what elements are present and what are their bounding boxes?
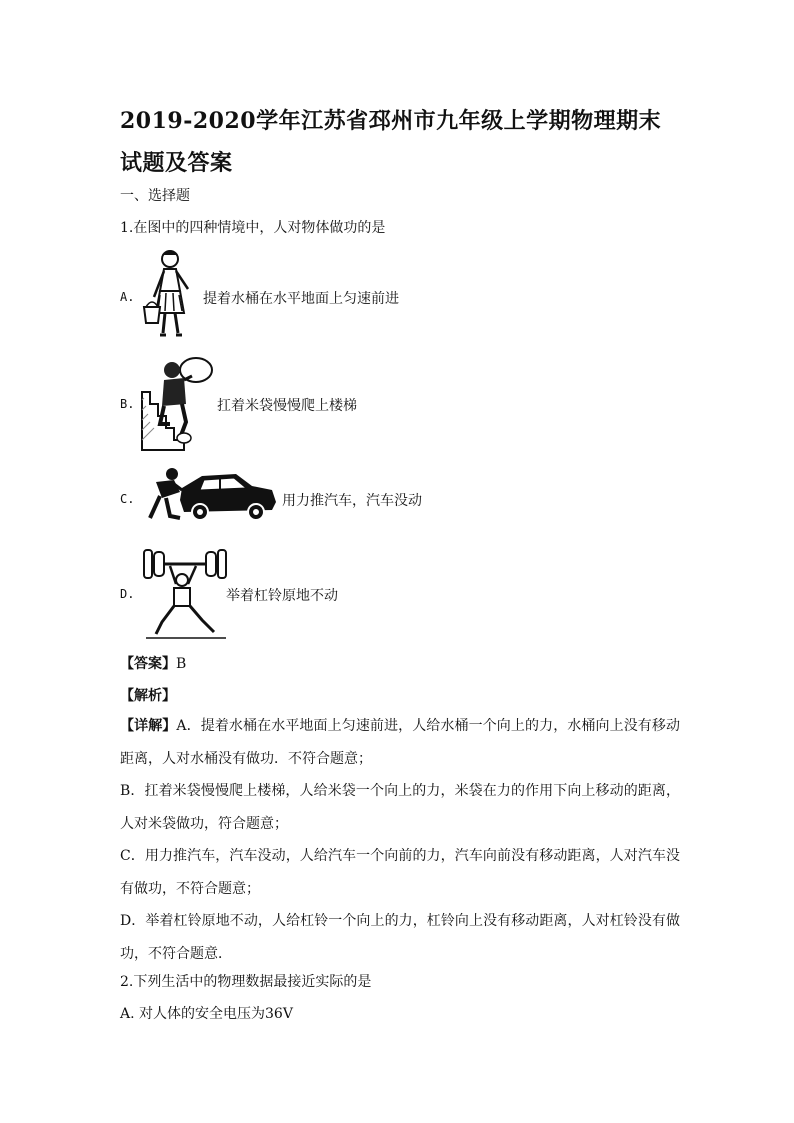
- woman-carrying-bucket-figure: [140, 247, 200, 343]
- answer-value: B: [176, 656, 187, 672]
- question-2-option-a: A. 对人体的安全电压为36V: [120, 1006, 293, 1022]
- option-d-text: 举着杠铃原地不动: [226, 588, 338, 604]
- question-1-stem: 1.在图中的四种情境中，人对物体做功的是: [120, 220, 386, 236]
- option-c-letter: C.: [120, 492, 135, 506]
- weightlifter-figure: [140, 548, 230, 640]
- detail-paragraph-d: D．举着杠铃原地不动，人给杠铃一个向上的力，杠铃向上没有移动距离，人对杠铃没有做功，不符合题意．: [120, 913, 680, 962]
- detail-paragraph-b: B．扛着米袋慢慢爬上楼梯，人给米袋一个向上的力，米袋在力的作用下向上移动的距离，人对米袋做功，符合题意；: [120, 783, 680, 832]
- question-2-stem: 2.下列生活中的物理数据最接近实际的是: [120, 974, 372, 990]
- document-title: 2019-2020学年江苏省邳州市九年级上学期物理期末试题及答案: [120, 108, 662, 176]
- detail-paragraph-c: C．用力推汽车，汽车没动，人给汽车一个向前的力，汽车向前没有移动距离，人对汽车没有做功，不符合题意；: [120, 848, 680, 897]
- detail-label: 【详解】: [120, 718, 177, 734]
- option-b-text: 扛着米袋慢慢爬上楼梯: [217, 398, 357, 414]
- option-a-letter: A.: [120, 290, 135, 304]
- man-pushing-car-figure: [144, 462, 280, 526]
- answer-label: 【答案】: [120, 656, 176, 672]
- option-c-text: 用力推汽车，汽车没动: [282, 493, 422, 509]
- man-carrying-sack-upstairs-figure: [140, 352, 214, 452]
- analysis-label: 【解析】: [120, 688, 176, 704]
- option-a-text: 提着水桶在水平地面上匀速前进: [203, 291, 399, 307]
- answer-line: [120, 654, 186, 674]
- detail-text-a: A．提着水桶在水平地面上匀速前进，人给水桶一个向上的力，水桶向上没有移动距离，人对水桶没有做功．不符合题意；: [120, 718, 681, 767]
- option-b-letter: B.: [120, 397, 135, 411]
- detail-paragraph-a: [120, 710, 680, 776]
- section-heading: 一、选择题: [120, 188, 190, 204]
- option-d-letter: D.: [120, 587, 135, 601]
